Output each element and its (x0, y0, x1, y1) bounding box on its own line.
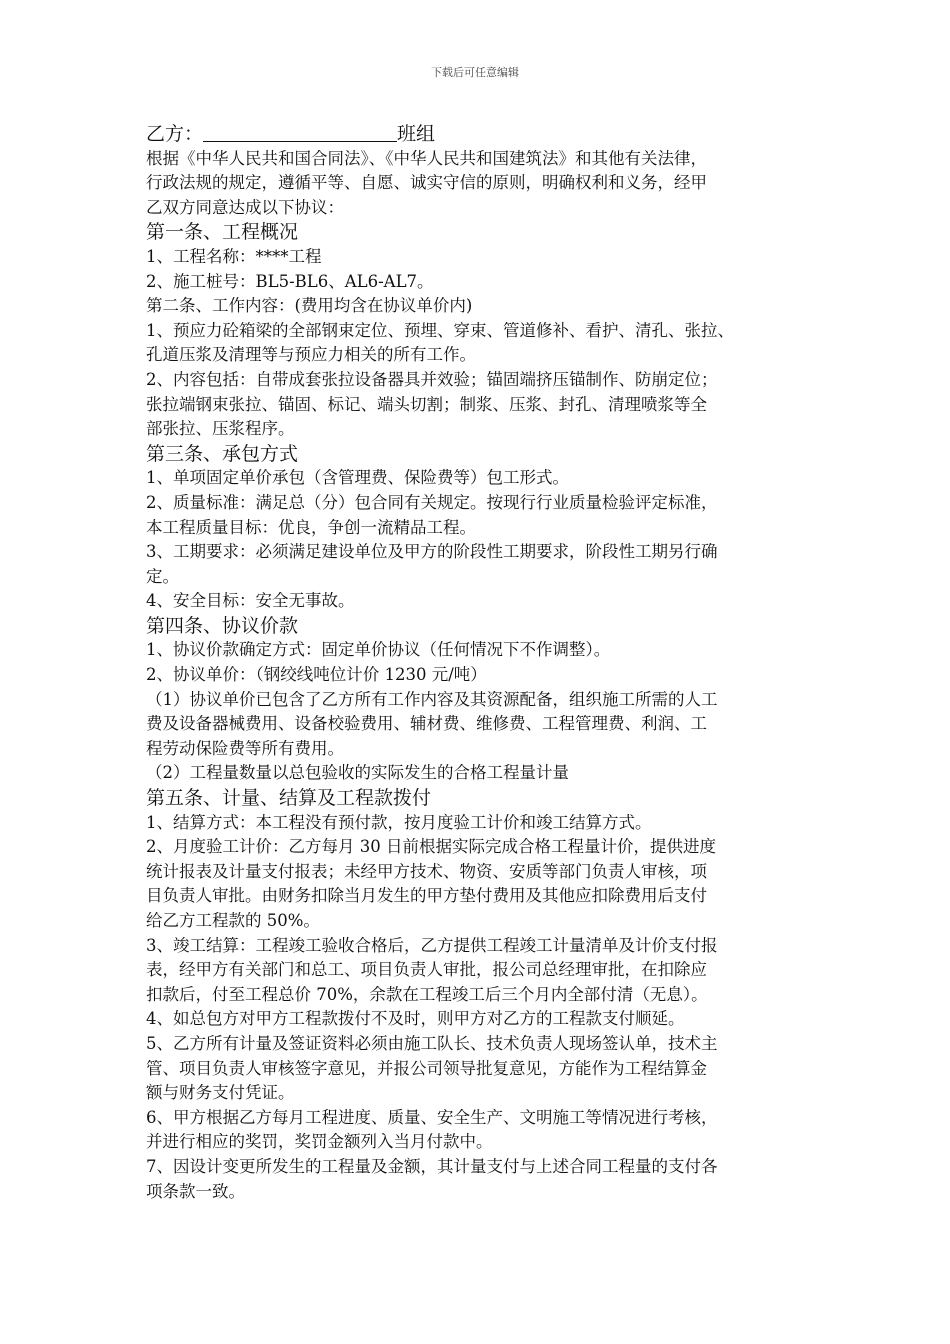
party-b-line (146, 122, 816, 147)
section-heading: 第一条、工程概况 (146, 221, 299, 244)
section-heading: 第三条、承包方式 (146, 442, 299, 465)
paragraph-line: 根据《中华人民共和国合同法》、《中华人民共和国建筑法》和其他有关法律， (146, 148, 707, 168)
party-b-label: 乙方： (146, 123, 204, 145)
paragraph-line: 6、甲方根据乙方每月工程进度、质量、安全生产、文明施工等情况进行考核， (146, 1107, 718, 1127)
paragraph-line: 费及设备器械费用、设备校验费用、辅材费、维修费、工程管理费、利润、工 (146, 714, 707, 734)
paragraph-line: 管、项目负责人审核签字意见，并报公司领导批复意见，方能作为工程结算金 (146, 1058, 707, 1078)
section-heading: 第五条、计量、结算及工程款拨付 (146, 787, 432, 810)
paragraph-line: （1）协议单价已包含了乙方所有工作内容及其资源配备，组织施工所需的人工 (146, 689, 718, 709)
paragraph-line: 乙双方同意达成以下协议： (146, 197, 344, 217)
paragraph-line: 1、协议价款确定方式：固定单价协议（任何情况下不作调整）。 (146, 640, 611, 660)
paragraph-line: 项条款一致。 (146, 1181, 245, 1201)
paragraph-line: 张拉端钢束张拉、锚固、标记、端头切割；制浆、压浆、封孔、清理喷浆等全 (146, 394, 707, 414)
paragraph-line: 3、竣工结算：工程竣工验收合格后，乙方提供工程竣工计量清单及计价支付报 (146, 935, 718, 955)
paragraph-line: 部张拉、压浆程序。 (146, 419, 295, 439)
paragraph-line: 2、月度验工计价：乙方每月 30 日前根据实际完成合格工程量计价，提供进度 (146, 837, 716, 857)
paragraph-line: 目负责人审批。由财务扣除当月发生的甲方垫付费用及其他应扣除费用后支付 (146, 886, 707, 906)
paragraph-line: 3、工期要求：必须满足建设单位及甲方的阶段性工期要求，阶段性工期另行确 (146, 542, 718, 562)
paragraph-line: 本工程质量目标：优良，争创一流精品工程。 (146, 517, 476, 537)
party-b-blank-field[interactable] (203, 123, 397, 142)
paragraph-line: 程劳动保险费等所有费用。 (146, 738, 344, 758)
paragraph-line: 行政法规的规定，遵循平等、自愿、诚实守信的原则，明确权利和义务，经甲 (146, 173, 707, 193)
paragraph-line: 1、单项固定单价承包（含管理费、保险费等）包工形式。 (146, 468, 569, 488)
paragraph-line: 7、因设计变更所发生的工程量及金额，其计量支付与上述合同工程量的支付各 (146, 1156, 718, 1176)
paragraph-line: 统计报表及计量支付报表；未经甲方技术、物资、安质等部门负责人审核，项 (146, 861, 707, 881)
paragraph-line: 4、如总包方对甲方工程款拨付不及时，则甲方对乙方的工程款支付顺延。 (146, 1009, 685, 1029)
paragraph-line: 额与财务支付凭证。 (146, 1083, 295, 1103)
section-heading: 第四条、协议价款 (146, 614, 299, 637)
paragraph-line: 给乙方工程款的 50%。 (146, 911, 320, 930)
paragraph-line: 4、安全目标：安全无事故。 (146, 591, 355, 611)
paragraph-line: 1、结算方式：本工程没有预付款，按月度验工计价和竣工结算方式。 (146, 812, 652, 832)
paragraph-line: 表，经甲方有关部门和总工、项目负责人审批，报公司总经理审批，在扣除应 (146, 960, 707, 980)
paragraph-line: 孔道压浆及清理等与预应力相关的所有工作。 (146, 345, 476, 365)
contract-body (146, 122, 816, 1204)
paragraph-line: （2）工程量数量以总包验收的实际发生的合格工程量计量 (146, 763, 569, 783)
party-b-suffix: 班组 (397, 123, 436, 145)
paragraph-line: 2、协议单价：（钢绞线吨位计价 1230 元/吨） (146, 665, 487, 685)
paragraph-line: 扣款后，付至工程总价 70%，余款在工程竣工后三个月内全部付清（无息）。 (146, 984, 708, 1004)
paragraph-line: 并进行相应的奖罚，奖罚金额列入当月付款中。 (146, 1132, 493, 1152)
page-header-note: 下载后可任意编辑 (431, 66, 519, 79)
paragraph-line: 2、施工桩号：BL5-BL6、AL6-AL7。 (146, 271, 434, 291)
paragraph-line: 第二条、工作内容：(费用均含在协议单价内) (146, 296, 473, 316)
paragraph-line: 2、内容包括：自带成套张拉设备器具并效验；锚固端挤压锚制作、防崩定位； (146, 369, 718, 389)
paragraph-line: 5、乙方所有计量及签证资料必须由施工队长、技术负责人现场签认单，技术主 (146, 1033, 718, 1053)
paragraph-line: 1、工程名称：****工程 (146, 246, 322, 266)
paragraph-line: 1、预应力砼箱梁的全部钢束定位、预埋、穿束、管道修补、看护、清孔、张拉、 (146, 320, 734, 340)
paragraph-line: 2、质量标准：满足总（分）包合同有关规定。按现行行业质量检验评定标准， (146, 492, 718, 512)
paragraph-line: 定。 (146, 566, 179, 586)
